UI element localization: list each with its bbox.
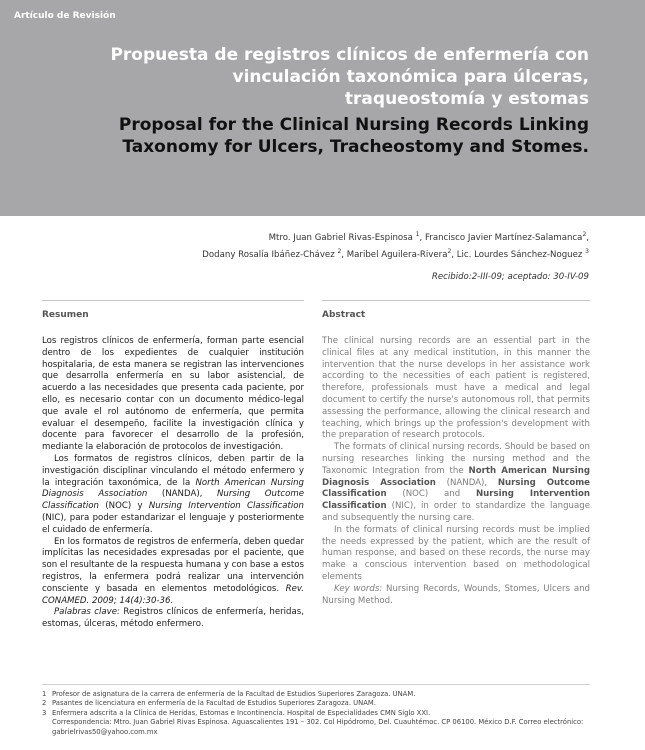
footnote: 1 Profesor de asignatura de la carrera de enfermería de la Facultad de Estudios Superiores Zaragoza. UNAM. xyxy=(42,690,416,698)
abstract-paragraph: The clinical nursing records are an essential part in the clinical files at any medical institution, in this manner the intervention that the nurse develops in her assistance work according to the necessities of each patient is registered, therefore, professionals must have a medical and legal document to certify the nurse's autonomous roll, that permits assessing the performance, allowing the clinical research and teaching, which brings up the profession's development with the preparation of research protocols. xyxy=(322,336,590,441)
author-name: , Lic. Lourdes Sánchez-Noguez xyxy=(451,249,583,260)
author-name: Dodany Rosalía Ibáñez-Chávez xyxy=(202,249,335,260)
abstract-paragraph: The formats of clinical nursing records. Should be based on nursing researches linking the nursing method and the Taxonomic Integration from the North American Nursing Diagnosis Association (NANDA), Nursing Outcome Classification (NOC) and Nursing Intervention Classification (NIC), in order to standardize the language and subsequently the nursing care. xyxy=(322,442,591,523)
title-es-line: vinculación taxonómica para úlceras, xyxy=(232,67,589,87)
resumen-heading: Resumen xyxy=(42,310,89,320)
abstract-heading: Abstract xyxy=(322,310,366,320)
title-spanish xyxy=(69,44,589,110)
author-name: , Francisco Javier Martínez-Salamanca xyxy=(419,232,583,243)
footnote: 3 Enfermera adscrita a la Clínica de Heridas, Estomas e Incontinencia. Hospital de Especialidades CMN Siglo XXI. xyxy=(42,708,431,717)
received-dates: Recibido:2-III-09; aceptado: 30-IV-09 xyxy=(431,272,589,282)
title-en-line: Proposal for the Clinical Nursing Records Linking xyxy=(118,115,589,135)
footnote-divider xyxy=(42,684,590,685)
title-en-line: Taxonomy for Ulcers, Tracheostomy and Stomes. xyxy=(122,137,589,157)
author-list xyxy=(119,228,589,262)
resumen-column xyxy=(42,336,304,631)
author-name: Mtro. Juan Gabriel Rivas-Espinosa xyxy=(268,232,413,243)
section-label: Artículo de Revisión xyxy=(14,11,116,21)
abstract-column xyxy=(322,336,590,607)
author-name: , Maribel Aguilera-Rivera xyxy=(341,249,448,260)
affiliation-mark: 1 xyxy=(415,231,420,238)
author-line xyxy=(119,245,589,262)
footnotes xyxy=(42,690,590,737)
header-banner xyxy=(0,0,645,216)
footnote: 2 Pasantes de licenciatura en enfermería de la Facultad de Estudios Superiores Zaragoza. UNAM. xyxy=(42,699,376,708)
keywords-en: Key words: Nursing Records, Wounds, Stomes, Ulcers and Nursing Method. xyxy=(322,583,590,606)
column-divider xyxy=(322,300,590,301)
affiliation-mark: 2 xyxy=(447,247,452,255)
keywords-es: Palabras clave: Registros clínicos de enfermería, heridas, estomas, úlceras, método enfermero. xyxy=(42,607,304,630)
correspondence: Correspondencia: Mtro. Juan Gabriel Rivas Espinosa. Aguascalientes 191 – 302. Col Hipódromo, Del. Cuauhtémoc. CP 06100. México D.F. Correo electrónico: gabrielrivas50@yahoo.com.mx xyxy=(52,718,584,736)
column-divider xyxy=(42,300,304,301)
author-line: Mtro. Juan Gabriel Rivas-Espinosa $^1$, Francisco Javier Martínez-Salamanca$^2$, xyxy=(268,231,589,243)
title-es-line: traqueostomía y estomas xyxy=(344,89,589,109)
resumen-paragraph: Los formatos de registros clínicos, deben partir de la investigación disciplinar vinculando el método enfermero y la integración taxonómica, de la North American Nursing Diagnosis Association (NANDA), Nursing Outcome Classification (NOC) y Nursing Intervention Classification (NIC), para poder estandarizar el lenguaje y posteriormente el cuidado de enfermería. xyxy=(42,453,305,535)
title-es-line: Propuesta de registros clínicos de enfermería con xyxy=(110,45,589,65)
affiliation-mark: 2 xyxy=(337,247,342,255)
title-english xyxy=(69,114,589,158)
affiliation-mark: 2 xyxy=(582,231,587,238)
resumen-paragraph: En los formatos de registros de enfermería, deben quedar implícitas las necesidades expresadas por el paciente, que son el resultante de la respuesta humana y con base a estos registros, la enfermera podrá realizar una intervención consciente y basada en elementos metodológicos. Rev. CONAMED. 2009; 14(4):30-36. xyxy=(42,536,304,606)
abstract-paragraph: In the formats of clinical nursing records must be implied the needs expressed by the patient, which are the result of human response, and based on these records, the nurse may make a conscious intervention based on methodological elements xyxy=(322,524,590,582)
affiliation-mark: 3 xyxy=(585,247,589,255)
resumen-paragraph: Los registros clínicos de enfermería, forman parte esencial dentro de los expedientes de cualquier institución hospitalaria, de esta manera se registran las intervenciones que desarrolla enfermería en su labor asistencial, de acuerdo a las necesidades que presenta cada paciente, por ello, es necesario contar con un documento médico-legal que avale el rol autónomo de enfermería, que permita evaluar el desempeño, facilite la investigación clínica y docente para favorecer el desarrollo de la profesión, mediante la elaboración de protocolos de investigación. xyxy=(42,336,304,453)
